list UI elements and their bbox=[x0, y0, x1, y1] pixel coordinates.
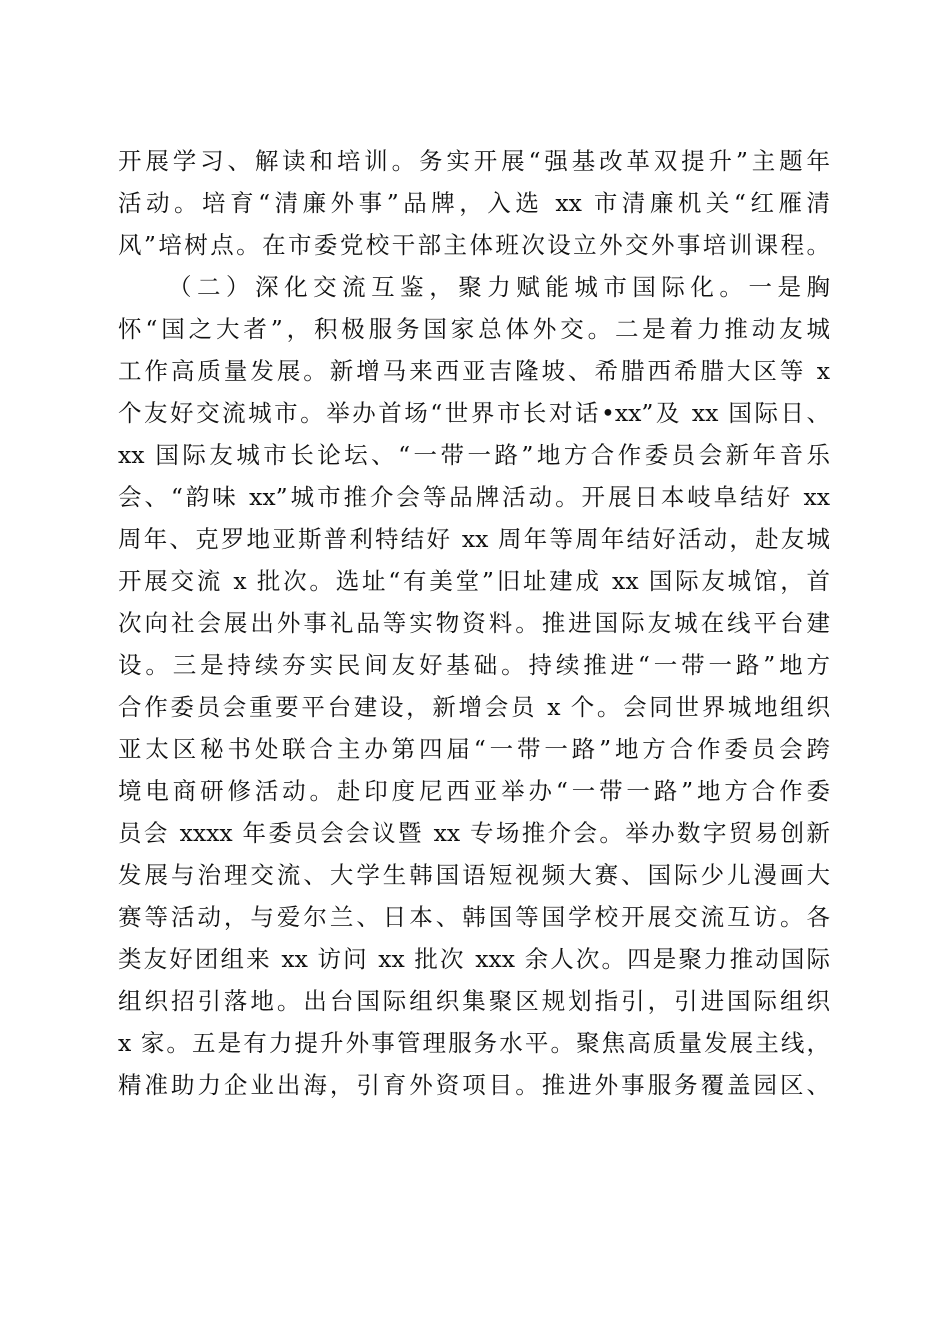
text-line: 怀“国之大者”，积极服务国家总体外交。二是着力推动友城 bbox=[118, 315, 830, 343]
text-line: 员会 xxxx 年委员会会议暨 xx 专场推介会。举办数字贸易创新 bbox=[118, 819, 830, 847]
text-line: 亚太区秘书处联合主办第四届“一带一路”地方合作委员会跨 bbox=[118, 735, 830, 763]
text-line: 合作委员会重要平台建设，新增会员 x 个。会同世界城地组织 bbox=[118, 693, 830, 721]
text-line: 周年、克罗地亚斯普利特结好 xx 周年等周年结好活动，赴友城 bbox=[118, 525, 830, 553]
text-line: 开展交流 x 批次。选址“有美堂”旧址建成 xx 国际友城馆，首 bbox=[118, 567, 830, 595]
section-heading-line: （二）深化交流互鉴，聚力赋能城市国际化。一是胸 bbox=[168, 273, 830, 301]
text-line: 风”培树点。在市委党校干部主体班次设立外交外事培训课程。 bbox=[118, 231, 830, 259]
text-line: 工作高质量发展。新增马来西亚吉隆坡、希腊西希腊大区等 x bbox=[118, 357, 830, 385]
text-line: 开展学习、解读和培训。务实开展“强基改革双提升”主题年 bbox=[118, 147, 830, 175]
text-line: 会、“韵味 xx”城市推介会等品牌活动。开展日本岐阜结好 xx bbox=[118, 483, 830, 511]
text-line: 发展与治理交流、大学生韩国语短视频大赛、国际少儿漫画大 bbox=[118, 861, 830, 889]
text-line: 类友好团组来 xx 访问 xx 批次 xxx 余人次。四是聚力推动国际 bbox=[118, 945, 830, 973]
text-line: 个友好交流城市。举办首场“世界市长对话•xx”及 xx 国际日、 bbox=[118, 399, 830, 427]
text-line: xx 国际友城市长论坛、“一带一路”地方合作委员会新年音乐 bbox=[118, 441, 830, 469]
body-text bbox=[118, 140, 830, 1106]
text-line: 活动。培育“清廉外事”品牌，入选 xx 市清廉机关“红雁清 bbox=[118, 189, 830, 217]
text-line: 赛等活动，与爱尔兰、日本、韩国等国学校开展交流互访。各 bbox=[118, 903, 830, 931]
text-line: 次向社会展出外事礼品等实物资料。推进国际友城在线平台建 bbox=[118, 609, 830, 637]
text-line: x 家。五是有力提升外事管理服务水平。聚焦高质量发展主线， bbox=[118, 1029, 830, 1057]
text-line: 设。三是持续夯实民间友好基础。持续推进“一带一路”地方 bbox=[118, 651, 830, 679]
text-line: 组织招引落地。出台国际组织集聚区规划指引，引进国际组织 bbox=[118, 987, 830, 1015]
text-line: 精准助力企业出海，引育外资项目。推进外事服务覆盖园区、 bbox=[118, 1071, 830, 1099]
text-line: 境电商研修活动。赴印度尼西亚举办“一带一路”地方合作委 bbox=[118, 777, 830, 805]
